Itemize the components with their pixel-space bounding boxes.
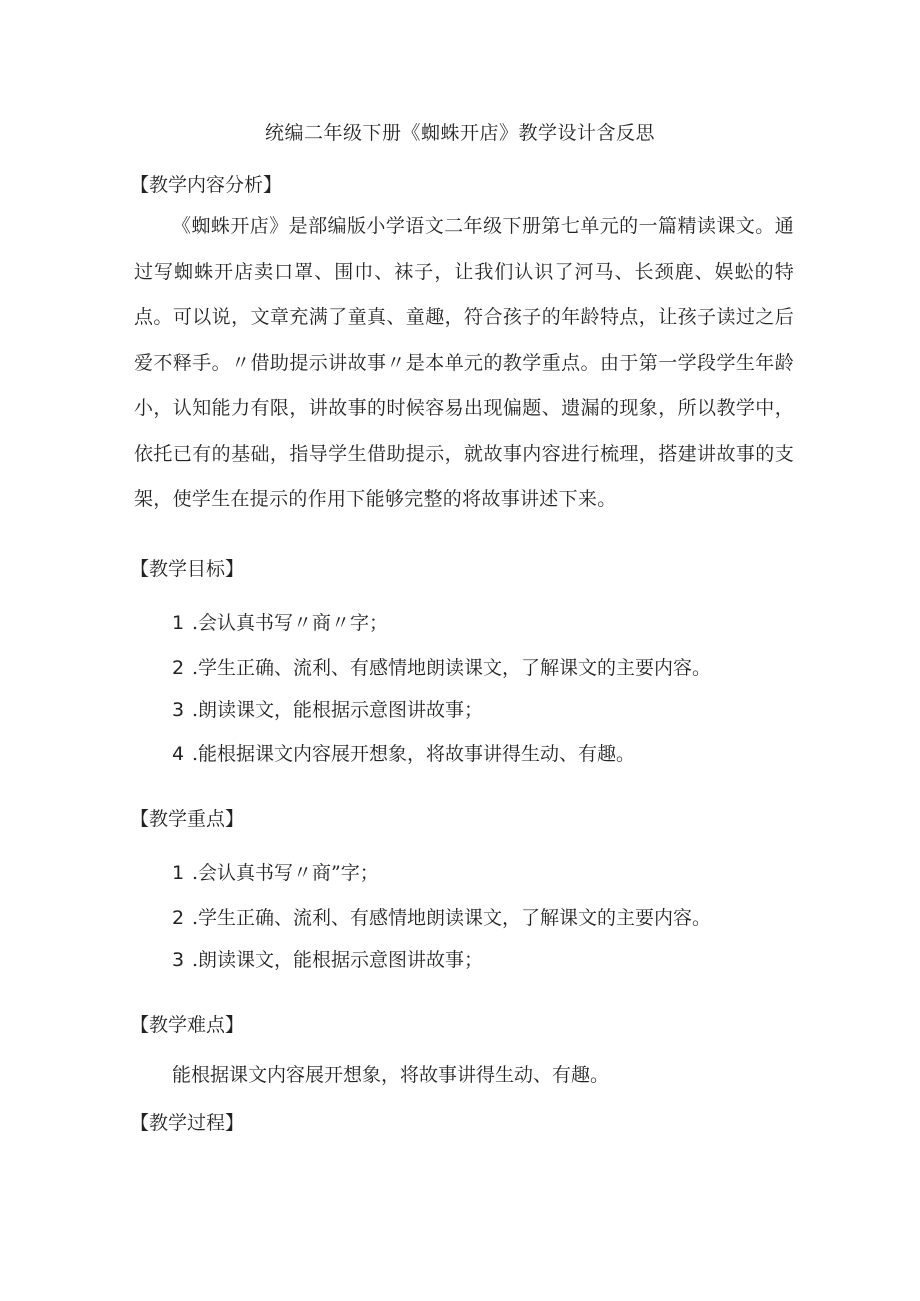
difficulty-text: 能根据课文内容展开想象，将故事讲得生动、有趣。: [172, 1064, 610, 1086]
goal-item-number: 2: [172, 657, 185, 679]
key-point-item: [172, 947, 483, 973]
key-point-number: 2: [172, 907, 185, 929]
goal-item-number: 4: [172, 743, 185, 765]
analysis-paragraph: 《蜘蛛开店》是部编版小学语文二年级下册第七单元的一篇精读课文。通过写蜘蛛开店卖口罩、围巾、袜子，让我们认识了河马、长颈鹿、娱蚣的特点。可以说，文章充满了童真、童趣，符合孩子的年龄特点，让孩子读过之后爱不释手。〃借助提示讲故事〃是本单元的教学重点。由于第一学段学生年龄小，认知能力有限，讲故事的时候容易出现偏题、遗漏的现象，所以教学中，依托已有的基础，指导学生借助提示，就故事内容进行梳理，搭建讲故事的支架，使学生在提示的作用下能够完整的将故事讲述下来。: [134, 215, 794, 510]
key-point-text: .会认真书写〃商”字；: [192, 862, 379, 884]
goal-item-text: .会认真书写〃商〃字；: [192, 612, 389, 634]
heading-content-analysis: 【教学内容分析】: [130, 174, 283, 196]
goal-item: [172, 610, 388, 636]
key-point-item: [172, 860, 379, 886]
goal-item: [172, 655, 711, 681]
goal-item-text: .朗读课文，能根据示意图讲故事；: [192, 699, 484, 721]
goal-item-number: 3: [172, 699, 185, 721]
goal-item-text: .能根据课文内容展开想象，将故事讲得生动、有趣。: [192, 743, 636, 765]
key-point-number: 1: [172, 862, 185, 884]
heading-teaching-goals: 【教学目标】: [130, 558, 245, 580]
goal-item-number: 1: [172, 612, 185, 634]
heading-teaching-process: 【教学过程】: [130, 1112, 245, 1134]
key-point-item: [172, 905, 711, 931]
key-point-number: 3: [172, 949, 185, 971]
goal-item: [172, 741, 635, 767]
key-point-text: .学生正确、流利、有感情地朗读课文，了解课文的主要内容。: [192, 907, 712, 929]
document-title: 统编二年级下册《蜘蛛开店》教学设计含反思: [264, 122, 655, 144]
goal-item-text: .学生正确、流利、有感情地朗读课文，了解课文的主要内容。: [192, 657, 712, 679]
key-point-text: .朗读课文，能根据示意图讲故事；: [192, 949, 484, 971]
goal-item: [172, 697, 483, 723]
heading-difficulties: 【教学难点】: [130, 1014, 245, 1036]
heading-key-points: 【教学重点】: [130, 808, 245, 830]
